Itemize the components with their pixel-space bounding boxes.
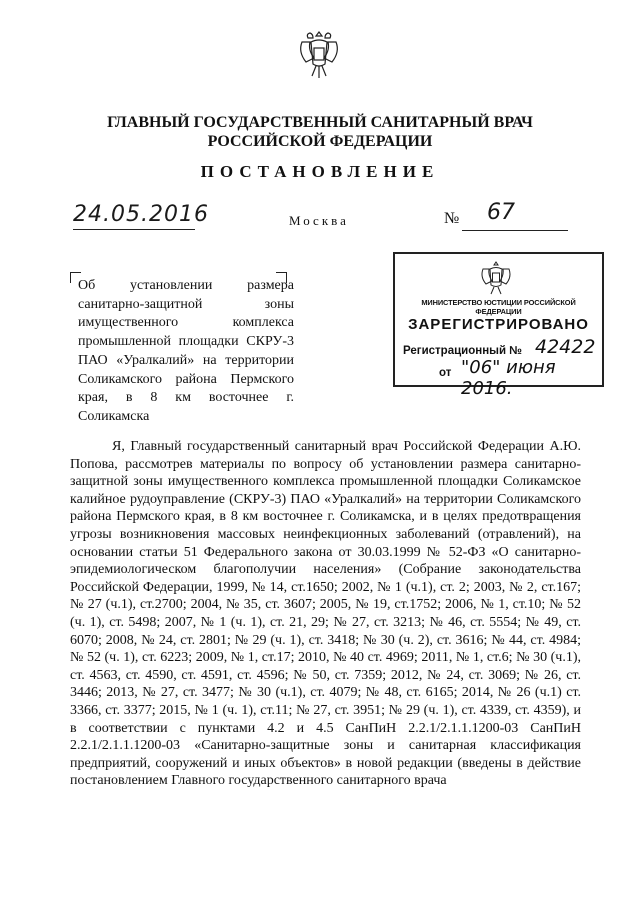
issuer-title [0,113,640,151]
city: Москва [289,213,349,228]
issuer-line-1: ГЛАВНЫЙ ГОСУДАРСТВЕННЫЙ САНИТАРНЫЙ ВРАЧ [107,114,533,131]
document-date: 24.05.2016 [73,202,209,227]
stamp-registration-label: Регистрационный № [403,345,523,357]
stamp-ministry: МИНИСТЕРСТВО ЮСТИЦИИ РОССИЙСКОЙ ФЕДЕРАЦИИ [421,298,576,316]
stamp-from-label: от [439,367,452,379]
russian-coat-of-arms-icon [296,28,342,80]
document-type: ПОСТАНОВЛЕНИЕ [200,162,440,181]
number-sign: № [444,210,460,227]
document-subject: Об установлении размера санитарно-защитной зоны имущественного комплекса промышленной площадки СКРУ-3 ПАО «Уралкалий» на территории Соликамского района Пермского края, в 8 км восточнее г. Соликамска [78,278,294,424]
number-underline [462,230,568,231]
stamp-registration-date: "06" июня 2016. [461,357,556,399]
stamp-coat-of-arms-icon [479,260,513,296]
issuer-line-2: РОССИЙСКОЙ ФЕДЕРАЦИИ [207,133,433,150]
registration-stamp [393,252,604,399]
body-paragraph: Я, Главный государственный санитарный врач Российской Федерации А.Ю. Попова, рассмотрев материалы по вопросу об установлении размера санитарно-защитной зоны имущественного комплекса промышленной площадки Соликамское калийное рудоуправление (СКРУ-3) ПАО «Уралкалий» на территории Соликамского района Пермского края, в 8 км восточнее г. Соликамска, и в целях предотвращения угрозы возникновения массовых неинфекционных заболеваний (отравлений), на основании статьи 51 Федерального закона от 30.03.1999 № 52-ФЗ «О санитарно-эпидемиологическом благополучии населения» (Собрание законодательства Российской Федерации, 1999, № 14, ст.1650; 2002, № 1 (ч.1), ст. 2; 2003, № 2, ст.167; № 27 (ч.1), ст.2700; 2004, № 35, ст. 3607; 2005, № 19, ст.1752; 2006, № 1, ст.10; № 52 (ч. 1), ст. 5498; 2007, № 1 (ч. 1), ст. 21, 29; № 27, ст. 3213; № 46, ст. 5554; № 49, ст. 6070; 2008, № 24, ст. 2801; № 29 (ч. 1), ст. 3418; № 30 (ч. 2), ст. 3616; № 44, ст. 4984; № 52 (ч. 1), ст. 6223; 2009, № 1, ст.17; 2010, № 40 ст. 4969; 2011, № 1, ст.6; № 30 (ч.1), ст. 4563, ст. 4590, ст. 4591, ст. 4596; № 50, ст. 7359; 2012, № 24, ст. 3069; № 26, ст. 3446; 2013, № 27, ст. 3477; № 30 (ч.1), ст. 4079; № 48, ст. 6165; 2014, № 26 (ч.1) ст. 3366, ст. 3377; 2015, № 1 (ч. 1), ст.11; № 27, ст. 3951; № 29 (ч. 1), ст. 4339, ст. 4359), и в соответствии с пунктами 4.2 и 4.5 СанПиН 2.2.1/2.1.1.1200-03 СанПиН 2.2.1/2.1.1.1200-03 «Санитарно-защитные зоны и санитарная классификация предприятий, сооружений и иных объектов» в новой редакции (введены в действие постановлением Главного государственного санитарного врача [70,439,581,789]
stamp-registration-number: 42422 [535,336,596,358]
document-number: 67 [487,200,515,225]
date-underline [73,229,195,230]
stamp-registered: ЗАРЕГИСТРИРОВАНО [408,316,589,333]
